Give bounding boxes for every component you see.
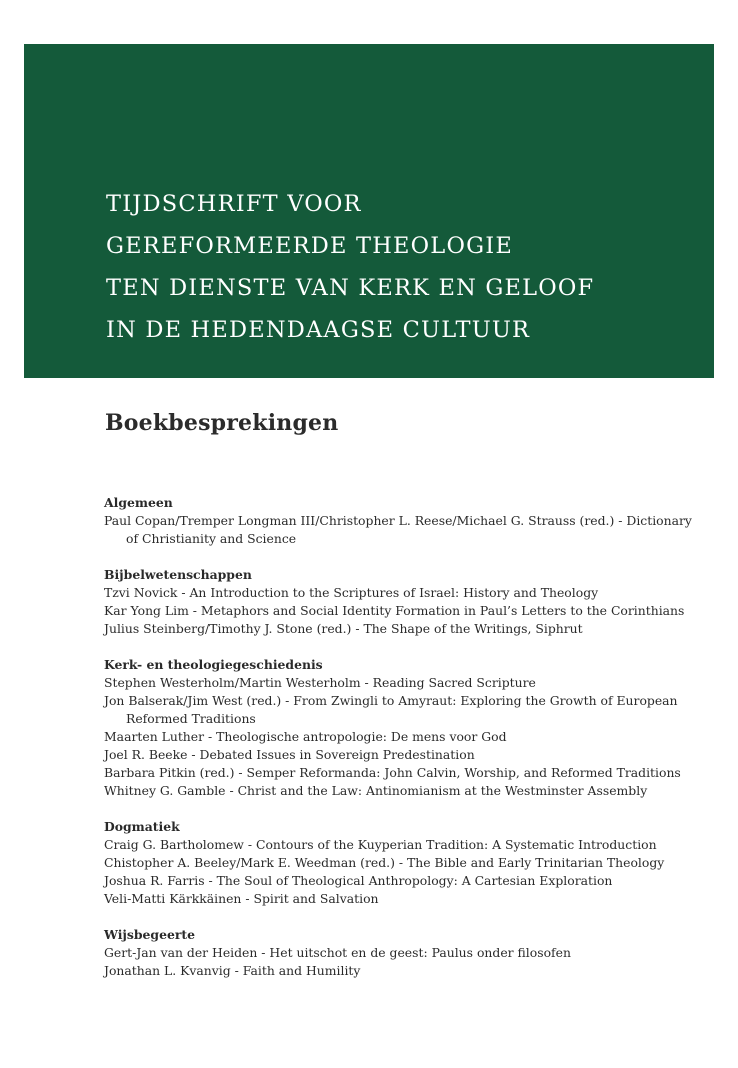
journal-title-line: TEN DIENSTE VAN KERK EN GELOOF [106, 275, 595, 301]
review-entry: Maarten Luther - Theologische antropologie: De mens voor God [104, 729, 507, 744]
category-title: Wijsbegeerte [104, 927, 195, 942]
review-entry: Jonathan L. Kvanvig - Faith and Humility [104, 963, 361, 978]
review-list [104, 494, 704, 998]
review-entry: Whitney G. Gamble - Christ and the Law: Antinomianism at the Westminster Assembly [104, 783, 648, 798]
review-entry: Veli-Matti Kärkkäinen - Spirit and Salvation [104, 891, 379, 906]
review-entry: Gert-Jan van der Heiden - Het uitschot en de geest: Paulus onder filosofen [104, 945, 571, 960]
page-title: Boekbesprekingen [105, 410, 339, 436]
journal-banner [24, 44, 714, 378]
review-entry: Joel R. Beeke - Debated Issues in Sovereign Predestination [104, 747, 475, 762]
review-entry: Tzvi Novick - An Introduction to the Scriptures of Israel: History and Theology [104, 585, 599, 600]
review-entry: Jon Balserak/Jim West (red.) - From Zwingli to Amyraut: Exploring the Growth of European Reformed Traditions [104, 693, 678, 726]
category-algemeen [104, 494, 704, 548]
review-entry: Julius Steinberg/Timothy J. Stone (red.) - The Shape of the Writings, Siphrut [104, 621, 583, 636]
review-entry: Craig G. Bartholomew - Contours of the Kuyperian Tradition: A Systematic Introduction [104, 837, 657, 852]
journal-title-line: IN DE HEDENDAAGSE CULTUUR [106, 317, 531, 343]
category-title: Kerk- en theologiegeschiedenis [104, 657, 323, 672]
journal-title-line: GEREFORMEERDE THEOLOGIE [106, 233, 513, 259]
review-entry: Chistopher A. Beeley/Mark E. Weedman (red.) - The Bible and Early Trinitarian Theology [104, 855, 665, 870]
category-wijsbegeerte [104, 926, 704, 980]
review-entry: Paul Copan/Tremper Longman III/Christopher L. Reese/Michael G. Strauss (red.) - Dictionary of Christianity and Science [104, 513, 692, 546]
review-entry: Barbara Pitkin (red.) - Semper Reformanda: John Calvin, Worship, and Reformed Traditions [104, 765, 681, 780]
review-entry: Kar Yong Lim - Metaphors and Social Identity Formation in Paul’s Letters to the Corinthians [104, 603, 685, 618]
journal-title [106, 183, 594, 351]
category-dogmatiek [104, 818, 704, 908]
journal-title-line: TIJDSCHRIFT VOOR [106, 191, 362, 217]
review-entry: Joshua R. Farris - The Soul of Theological Anthropology: A Cartesian Exploration [104, 873, 613, 888]
review-entry: Stephen Westerholm/Martin Westerholm - Reading Sacred Scripture [104, 675, 536, 690]
category-kerkgeschiedenis [104, 656, 704, 800]
category-title: Algemeen [104, 495, 173, 510]
category-title: Dogmatiek [104, 819, 180, 834]
category-bijbelwetenschappen [104, 566, 704, 638]
category-title: Bijbelwetenschappen [104, 567, 252, 582]
